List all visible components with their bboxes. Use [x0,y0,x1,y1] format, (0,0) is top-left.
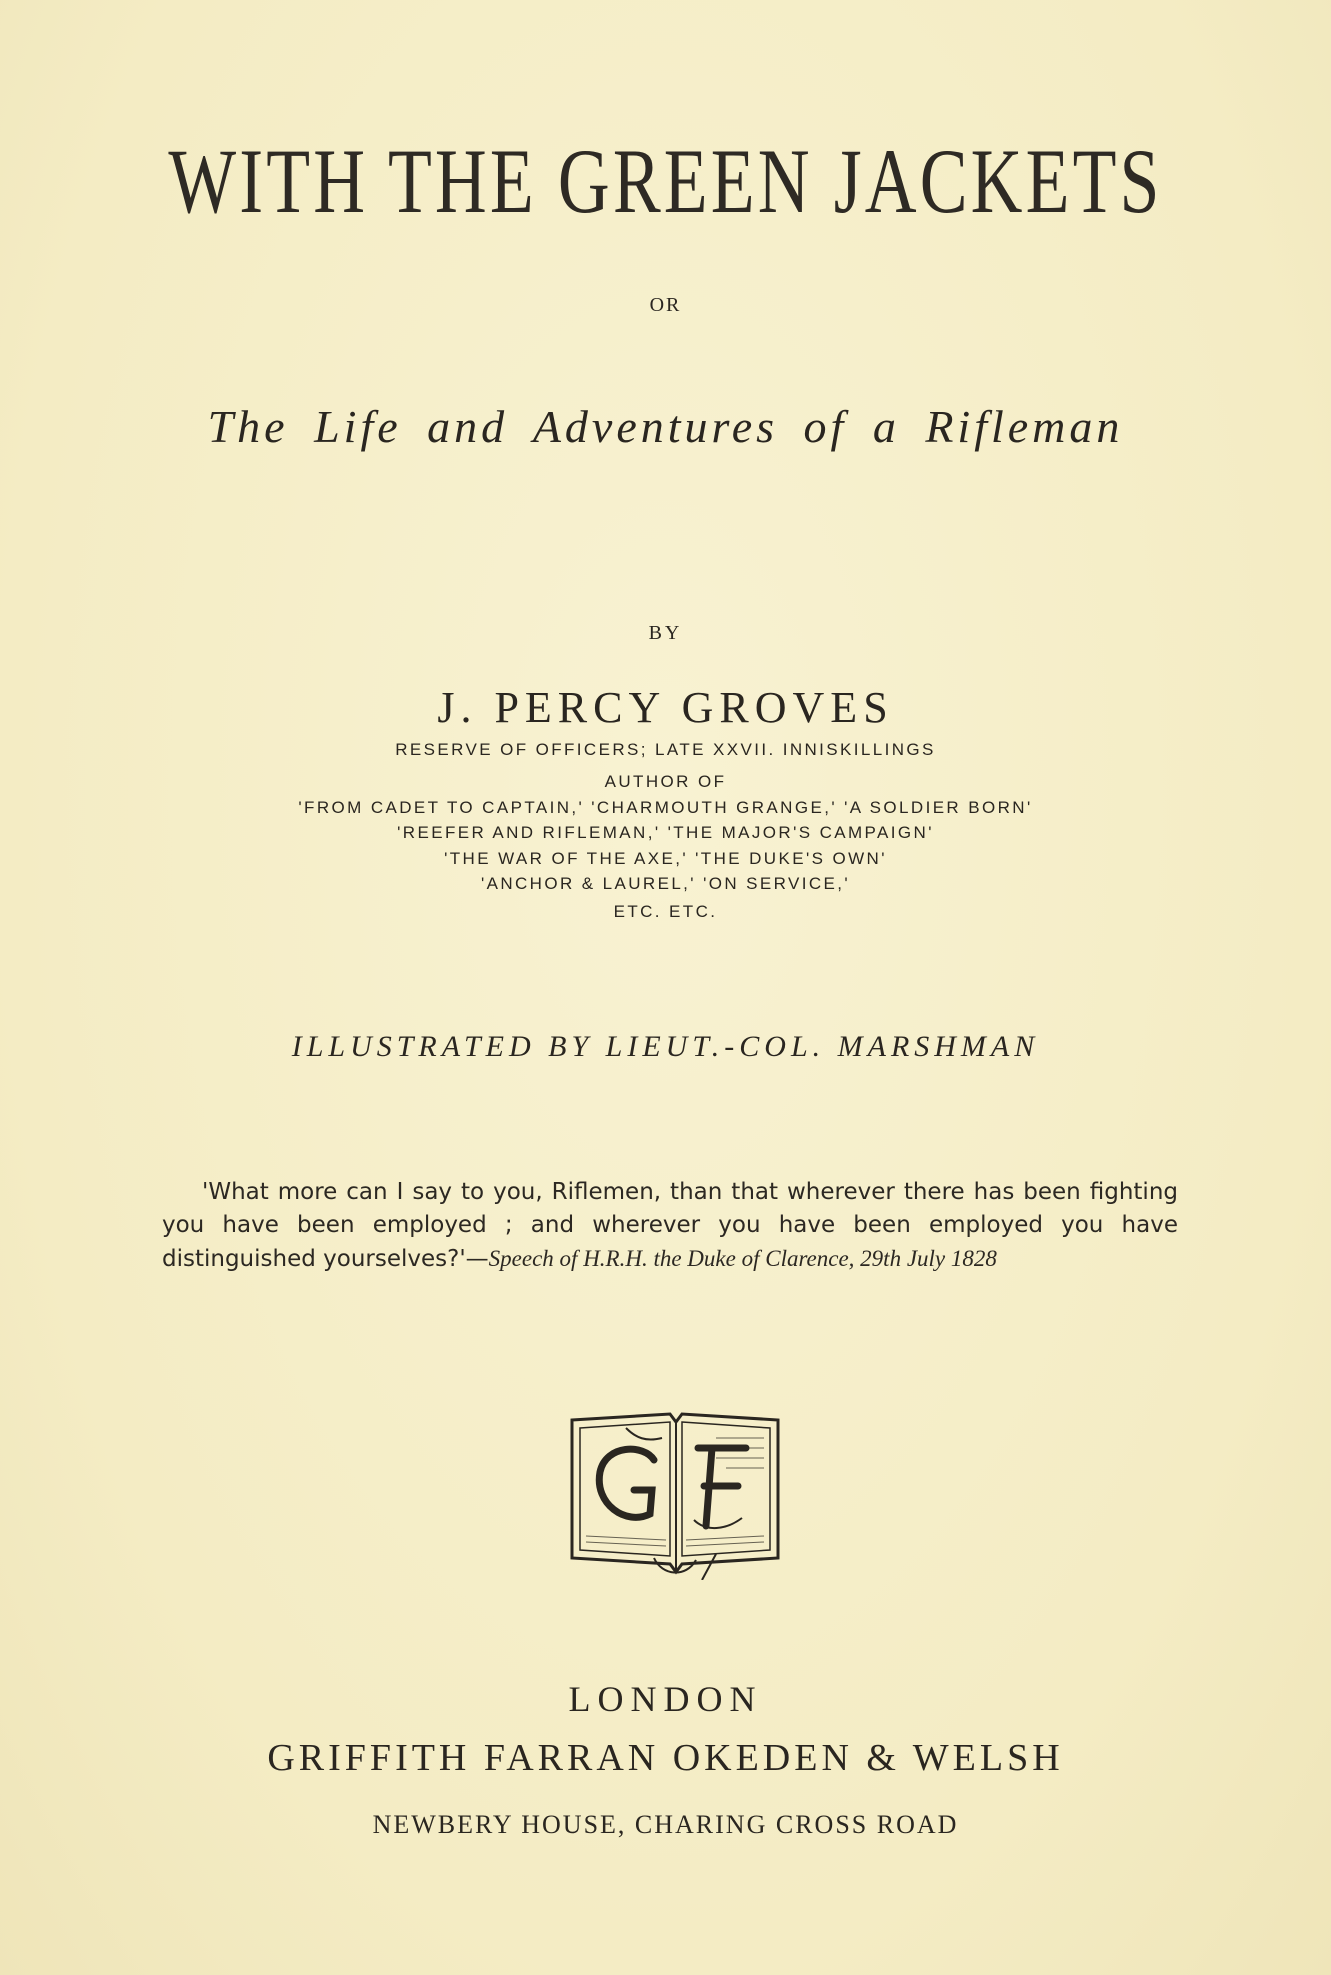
illustrator-credit: ILLUSTRATED BY LIEUT.-COL. MARSHMAN [291,1030,1040,1063]
works-line: 'FROM CADET TO CAPTAIN,' 'CHARMOUTH GRANGE,' 'A SOLDIER BORN' [298,798,1033,817]
works-line: 'THE WAR OF THE AXE,' 'THE DUKE'S OWN' [444,849,887,868]
publisher-monogram-book-icon [566,1408,784,1580]
works-line: 'ANCHOR & LAUREL,' 'ON SERVICE,' [480,874,851,893]
author-position: RESERVE OF OFFICERS; LATE XXVII. INNISKILLINGS [395,740,936,759]
epigraph-source: Speech of H.R.H. the Duke of Clarence, 29th July 1828 [488,1246,997,1271]
works-etc: ETC. ETC. [613,902,718,921]
publisher-address: NEWBERY HOUSE, CHARING CROSS ROAD [372,1810,959,1839]
works-line: 'REEFER AND RIFLEMAN,' 'THE MAJOR'S CAMPAIGN' [397,823,934,842]
publisher-name: GRIFFITH FARRAN OKEDEN & WELSH [267,1737,1064,1779]
author-of-label: AUTHOR OF [604,772,727,791]
author-name: J. PERCY GROVES [437,683,894,732]
by-label: BY [648,622,683,644]
book-title: WITH THE GREEN JACKETS [168,130,1163,232]
publication-place: LONDON [568,1679,763,1719]
book-subtitle: The Life and Adventures of a Rifleman [207,401,1124,452]
title-or: OR [649,294,682,316]
epigraph-quote [162,1176,1178,1276]
epigraph-text: 'What more can I say to you, Riflemen, than that wherever there has been fighting you have been employed ; and wherever you have been employed you have distinguished yourselves?'— [162,1179,1178,1272]
